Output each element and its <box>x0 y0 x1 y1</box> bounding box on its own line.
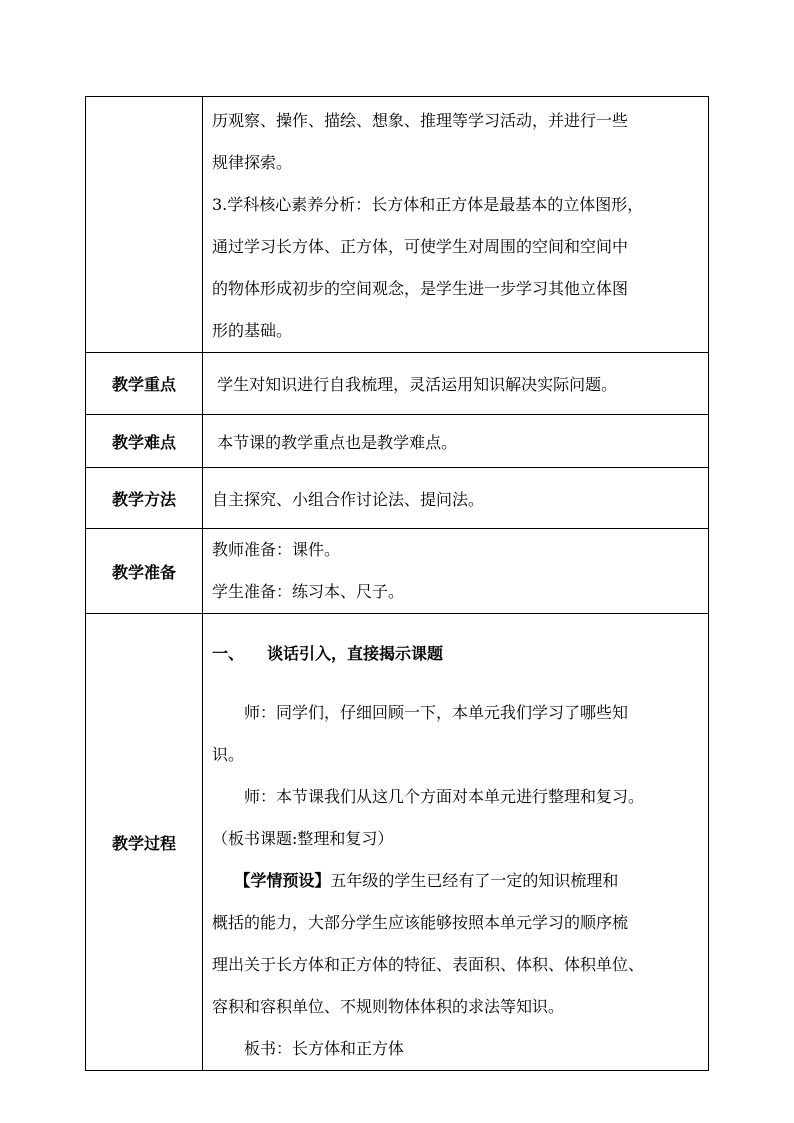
process-preset-line2: 概括的能力，大部分学生应该能够按照本单元学习的顺序梳 <box>212 913 629 932</box>
focus-row <box>86 353 709 415</box>
focus-label: 教学重点 <box>86 353 203 415</box>
objectives-content <box>203 97 709 353</box>
method-text: 自主探究、小组合作讨论法、提问法。 <box>212 489 485 509</box>
process-p1-line2: 识。 <box>212 745 245 764</box>
process-p2-line2: （板书课题:整理和复习） <box>212 829 394 848</box>
process-heading <box>212 632 702 676</box>
objective-line-4: 通过学习长方体、正方体，可使学生对周围的空间和空间中 <box>212 237 629 256</box>
prep-student: 学生准备：练习本、尺子。 <box>212 582 405 601</box>
process-preset-line1 <box>212 860 702 902</box>
process-board: 板书：长方体和正方体 <box>244 1039 405 1058</box>
process-content <box>203 614 709 1071</box>
method-label: 教学方法 <box>86 468 203 529</box>
objective-line-3: 3.学科核心素养分析：长方体和正方体是最基本的立体图形， <box>212 195 644 214</box>
heading-number: 一、 <box>212 644 245 663</box>
lesson-plan-table <box>85 96 709 1071</box>
heading-text: 谈话引入，直接揭示课题 <box>267 644 444 663</box>
objective-line-6: 形的基础。 <box>212 321 293 340</box>
preset-text: 五年级的学生已经有了一定的知识梳理和 <box>330 871 619 890</box>
difficulty-row <box>86 415 709 468</box>
objectives-label-cell <box>86 97 203 353</box>
objective-line-5: 的物体形成初步的空间观念，是学生进一步学习其他立体图 <box>212 279 629 298</box>
process-p1-line1: 师：同学们，仔细回顾一下，本单元我们学习了哪些知 <box>244 703 629 722</box>
method-row <box>86 468 709 529</box>
prep-row <box>86 529 709 614</box>
prep-content <box>203 529 709 614</box>
focus-content <box>203 353 709 415</box>
objectives-row <box>86 97 709 353</box>
objective-line-1: 历观察、操作、描绘、想象、推理等学习活动，并进行一些 <box>212 111 629 130</box>
process-label: 教学过程 <box>86 614 203 1071</box>
process-preset-line4: 容积和容积单位、不规则物体体积的求法等知识。 <box>212 997 565 1016</box>
preset-tag: 【学情预设】 <box>234 871 331 890</box>
focus-text: 学生对知识进行自我梳理，灵活运用知识解决实际问题。 <box>212 375 618 394</box>
difficulty-content <box>203 415 709 468</box>
difficulty-text: 本节课的教学重点也是教学难点。 <box>212 432 458 452</box>
objective-line-2: 规律探索。 <box>212 153 293 172</box>
process-preset-line3: 理出关于长方体和正方体的特征、表面积、体积、体积单位、 <box>212 955 645 974</box>
process-row <box>86 614 709 1071</box>
process-p2-line1: 师：本节课我们从这几个方面对本单元进行整理和复习。 <box>244 787 645 806</box>
method-content <box>203 468 709 529</box>
prep-teacher: 教师准备：课件。 <box>212 540 341 559</box>
difficulty-label: 教学难点 <box>86 415 203 468</box>
prep-label: 教学准备 <box>86 529 203 614</box>
